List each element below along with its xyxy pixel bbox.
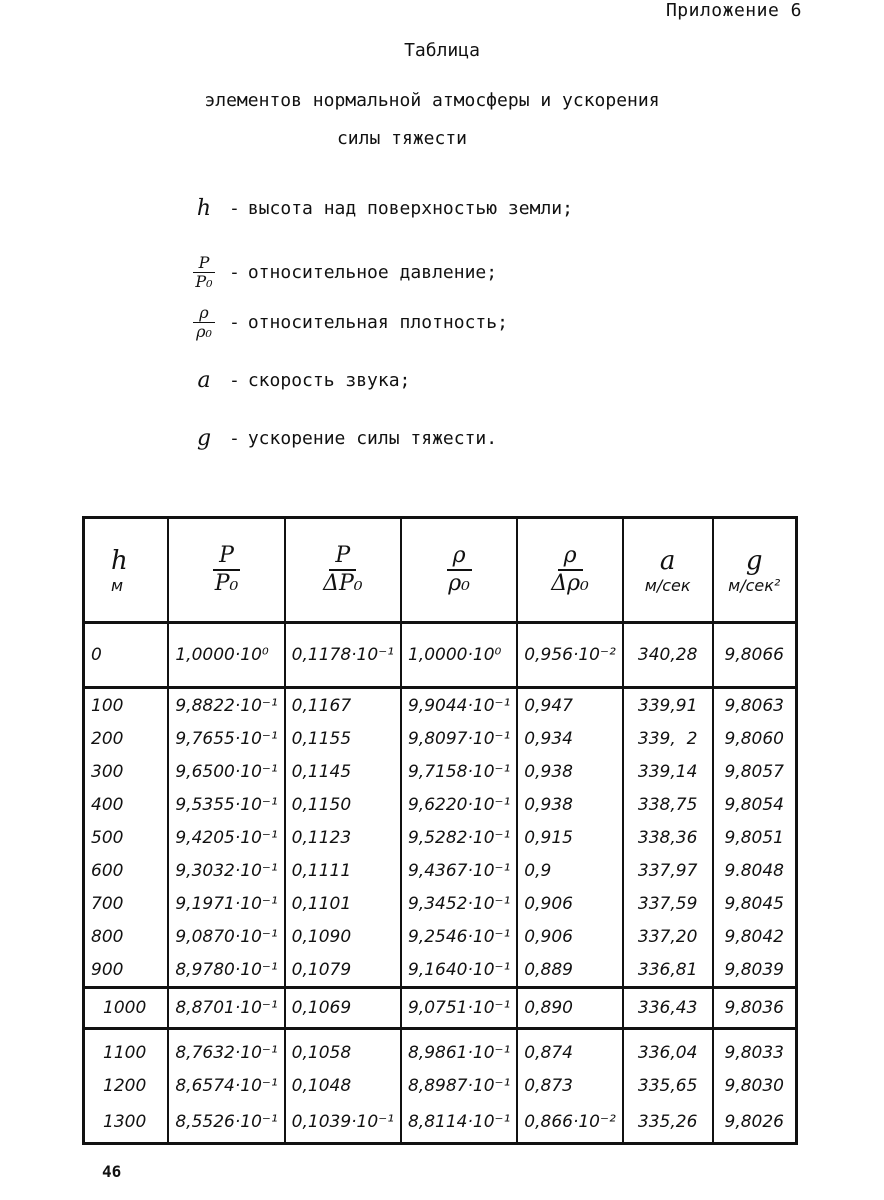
cell-a: 336,81 [623,953,713,988]
cell-g: 9,8033 [713,1029,797,1070]
legend-text: ускорение силы тяжести. [247,428,498,449]
cell-p: 9,6500·10⁻¹ [168,755,284,788]
table-row [84,788,797,821]
cell-g: 9,8054 [713,788,797,821]
table-row [84,1102,797,1144]
cell-drho: 0,938 [517,755,623,788]
table-row [84,821,797,854]
legend-fraction [185,254,223,291]
cell-rho: 1,0000·10⁰ [401,623,517,688]
cell-p: 9,5355·10⁻¹ [168,788,284,821]
cell-a: 339, 2 [623,722,713,755]
table-row [84,953,797,988]
page-number: 46 [102,1162,122,1181]
cell-rho: 9,0751·10⁻¹ [401,988,517,1029]
cell-h: 500 [84,821,169,854]
atmosphere-table [82,516,798,1145]
cell-h: 600 [84,854,169,887]
header-rho-den: ρ₀ [448,571,471,596]
cell-rho: 8,8114·10⁻¹ [401,1102,517,1144]
header-g-symbol: g [745,545,763,576]
legend-item-g: g - ускорение силы тяжести. [185,426,497,451]
cell-p: 8,5526·10⁻¹ [168,1102,284,1144]
cell-h: 1000 [84,988,169,1029]
cell-dp: 0,1069 [285,988,401,1029]
cell-h: 100 [84,688,169,723]
header-h-unit: м [111,575,124,595]
cell-dp: 0,1178·10⁻¹ [285,623,401,688]
legend-symbol: g [196,426,212,451]
cell-h: 400 [84,788,169,821]
cell-h: 800 [84,920,169,953]
cell-dp: 0,1058 [285,1029,401,1070]
cell-a: 337,20 [623,920,713,953]
cell-drho: 0,938 [517,788,623,821]
header-a-symbol: a [659,545,676,576]
cell-drho: 0,906 [517,887,623,920]
appendix-label: Приложение 6 [665,0,802,21]
cell-g: 9,8063 [713,688,797,723]
cell-rho: 9,5282·10⁻¹ [401,821,517,854]
cell-rho: 8,9861·10⁻¹ [401,1029,517,1070]
cell-h: 700 [84,887,169,920]
cell-g: 9,8066 [713,623,797,688]
cell-p: 8,6574·10⁻¹ [168,1069,284,1102]
cell-drho: 0,915 [517,821,623,854]
cell-h: 900 [84,953,169,988]
cell-h: 0 [84,623,169,688]
cell-p: 9,3032·10⁻¹ [168,854,284,887]
cell-rho: 9,8097·10⁻¹ [401,722,517,755]
legend-fraction [185,304,223,341]
cell-h: 200 [84,722,169,755]
cell-p: 8,8701·10⁻¹ [168,988,284,1029]
header-rho-num: ρ [447,543,472,571]
legend-fraction-num: ρ [193,304,214,323]
cell-drho: 0,956·10⁻² [517,623,623,688]
legend-item-h: h - высота над поверхностью земли; [185,196,573,221]
legend-text: относительное давление; [247,262,498,283]
table-row [84,887,797,920]
cell-a: 335,65 [623,1069,713,1102]
cell-rho: 9,6220·10⁻¹ [401,788,517,821]
header-p-den: P₀ [214,571,239,596]
cell-p: 8,7632·10⁻¹ [168,1029,284,1070]
cell-h: 300 [84,755,169,788]
cell-g: 9,8030 [713,1069,797,1102]
header-h-symbol: h [111,545,128,576]
table-row [84,854,797,887]
cell-h: 1300 [84,1102,169,1144]
table-subtitle-line2: силы тяжести [336,128,468,149]
header-dp [285,518,401,623]
table-row [84,1069,797,1102]
cell-drho: 0,934 [517,722,623,755]
cell-rho: 9,9044·10⁻¹ [401,688,517,723]
cell-drho: 0,890 [517,988,623,1029]
cell-rho: 9,1640·10⁻¹ [401,953,517,988]
legend-item-density: $\frac{\rho}{\text{ρ₀}}$ - относительная плотность; [185,304,508,341]
table-row [84,623,797,688]
cell-g: 9.8048 [713,854,797,887]
cell-dp: 0,1048 [285,1069,401,1102]
cell-drho: 0,874 [517,1029,623,1070]
header-p-num: P [213,543,240,571]
cell-p: 9,4205·10⁻¹ [168,821,284,854]
cell-dp: 0,1145 [285,755,401,788]
legend-text: скорость звука; [247,370,411,391]
cell-p: 9,0870·10⁻¹ [168,920,284,953]
cell-dp: 0,1039·10⁻¹ [285,1102,401,1144]
table-row [84,1029,797,1070]
cell-rho: 8,8987·10⁻¹ [401,1069,517,1102]
cell-g: 9,8026 [713,1102,797,1144]
cell-a: 336,43 [623,988,713,1029]
cell-drho: 0,873 [517,1069,623,1102]
cell-g: 9,8051 [713,821,797,854]
table-row [84,722,797,755]
legend-text: относительная плотность; [247,312,508,333]
legend-fraction-num: P [193,254,216,273]
cell-drho: 0,947 [517,688,623,723]
header-dp-den: ΔP₀ [323,571,363,596]
cell-a: 335,26 [623,1102,713,1144]
cell-a: 338,36 [623,821,713,854]
cell-rho: 9,4367·10⁻¹ [401,854,517,887]
cell-drho: 0,889 [517,953,623,988]
header-a-unit: м/сек [644,575,691,595]
table-row [84,755,797,788]
cell-g: 9,8045 [713,887,797,920]
cell-p: 8,9780·10⁻¹ [168,953,284,988]
header-g-unit: м/сек² [728,575,781,595]
header-dp-num: P [329,543,356,571]
cell-drho: 0,866·10⁻² [517,1102,623,1144]
legend-fraction-den: P₀ [195,272,213,291]
cell-dp: 0,1123 [285,821,401,854]
table-row [84,688,797,723]
legend-item-a: a - скорость звука; [185,368,410,393]
cell-p: 1,0000·10⁰ [168,623,284,688]
cell-drho: 0,9 [517,854,623,887]
header-p [168,518,284,623]
table-title: Таблица [404,40,480,61]
cell-drho: 0,906 [517,920,623,953]
cell-a: 338,75 [623,788,713,821]
cell-h: 1100 [84,1029,169,1070]
cell-dp: 0,1111 [285,854,401,887]
cell-p: 9,7655·10⁻¹ [168,722,284,755]
table-subtitle-line1: элементов нормальной атмосферы и ускорения [204,90,660,111]
header-h [84,518,169,623]
table-header-row [84,518,797,623]
cell-g: 9,8036 [713,988,797,1029]
cell-p: 9,8822·10⁻¹ [168,688,284,723]
cell-g: 9,8060 [713,722,797,755]
legend-symbol: a [197,368,211,393]
cell-a: 337,97 [623,854,713,887]
cell-dp: 0,1090 [285,920,401,953]
header-drho [517,518,623,623]
cell-dp: 0,1155 [285,722,401,755]
header-g [713,518,797,623]
cell-g: 9,8039 [713,953,797,988]
cell-a: 336,04 [623,1029,713,1070]
cell-a: 339,91 [623,688,713,723]
legend-fraction-den: ρ₀ [196,322,212,341]
cell-g: 9,8057 [713,755,797,788]
cell-dp: 0,1079 [285,953,401,988]
cell-dp: 0,1150 [285,788,401,821]
legend-item-pressure: $\frac{P}{\text{P₀}}$ - относительное давление; [185,254,497,291]
cell-a: 337,59 [623,887,713,920]
cell-dp: 0,1101 [285,887,401,920]
cell-h: 1200 [84,1069,169,1102]
cell-a: 339,14 [623,755,713,788]
header-drho-num: ρ [558,543,583,571]
cell-rho: 9,3452·10⁻¹ [401,887,517,920]
cell-a: 340,28 [623,623,713,688]
header-rho [401,518,517,623]
table-row [84,988,797,1029]
cell-dp: 0,1167 [285,688,401,723]
cell-g: 9,8042 [713,920,797,953]
legend-text: высота над поверхностью земли; [247,198,573,219]
cell-rho: 9,7158·10⁻¹ [401,755,517,788]
header-a [623,518,713,623]
header-drho-den: Δρ₀ [551,571,589,596]
legend-symbol: h [196,196,212,221]
cell-rho: 9,2546·10⁻¹ [401,920,517,953]
table-row [84,920,797,953]
cell-p: 9,1971·10⁻¹ [168,887,284,920]
